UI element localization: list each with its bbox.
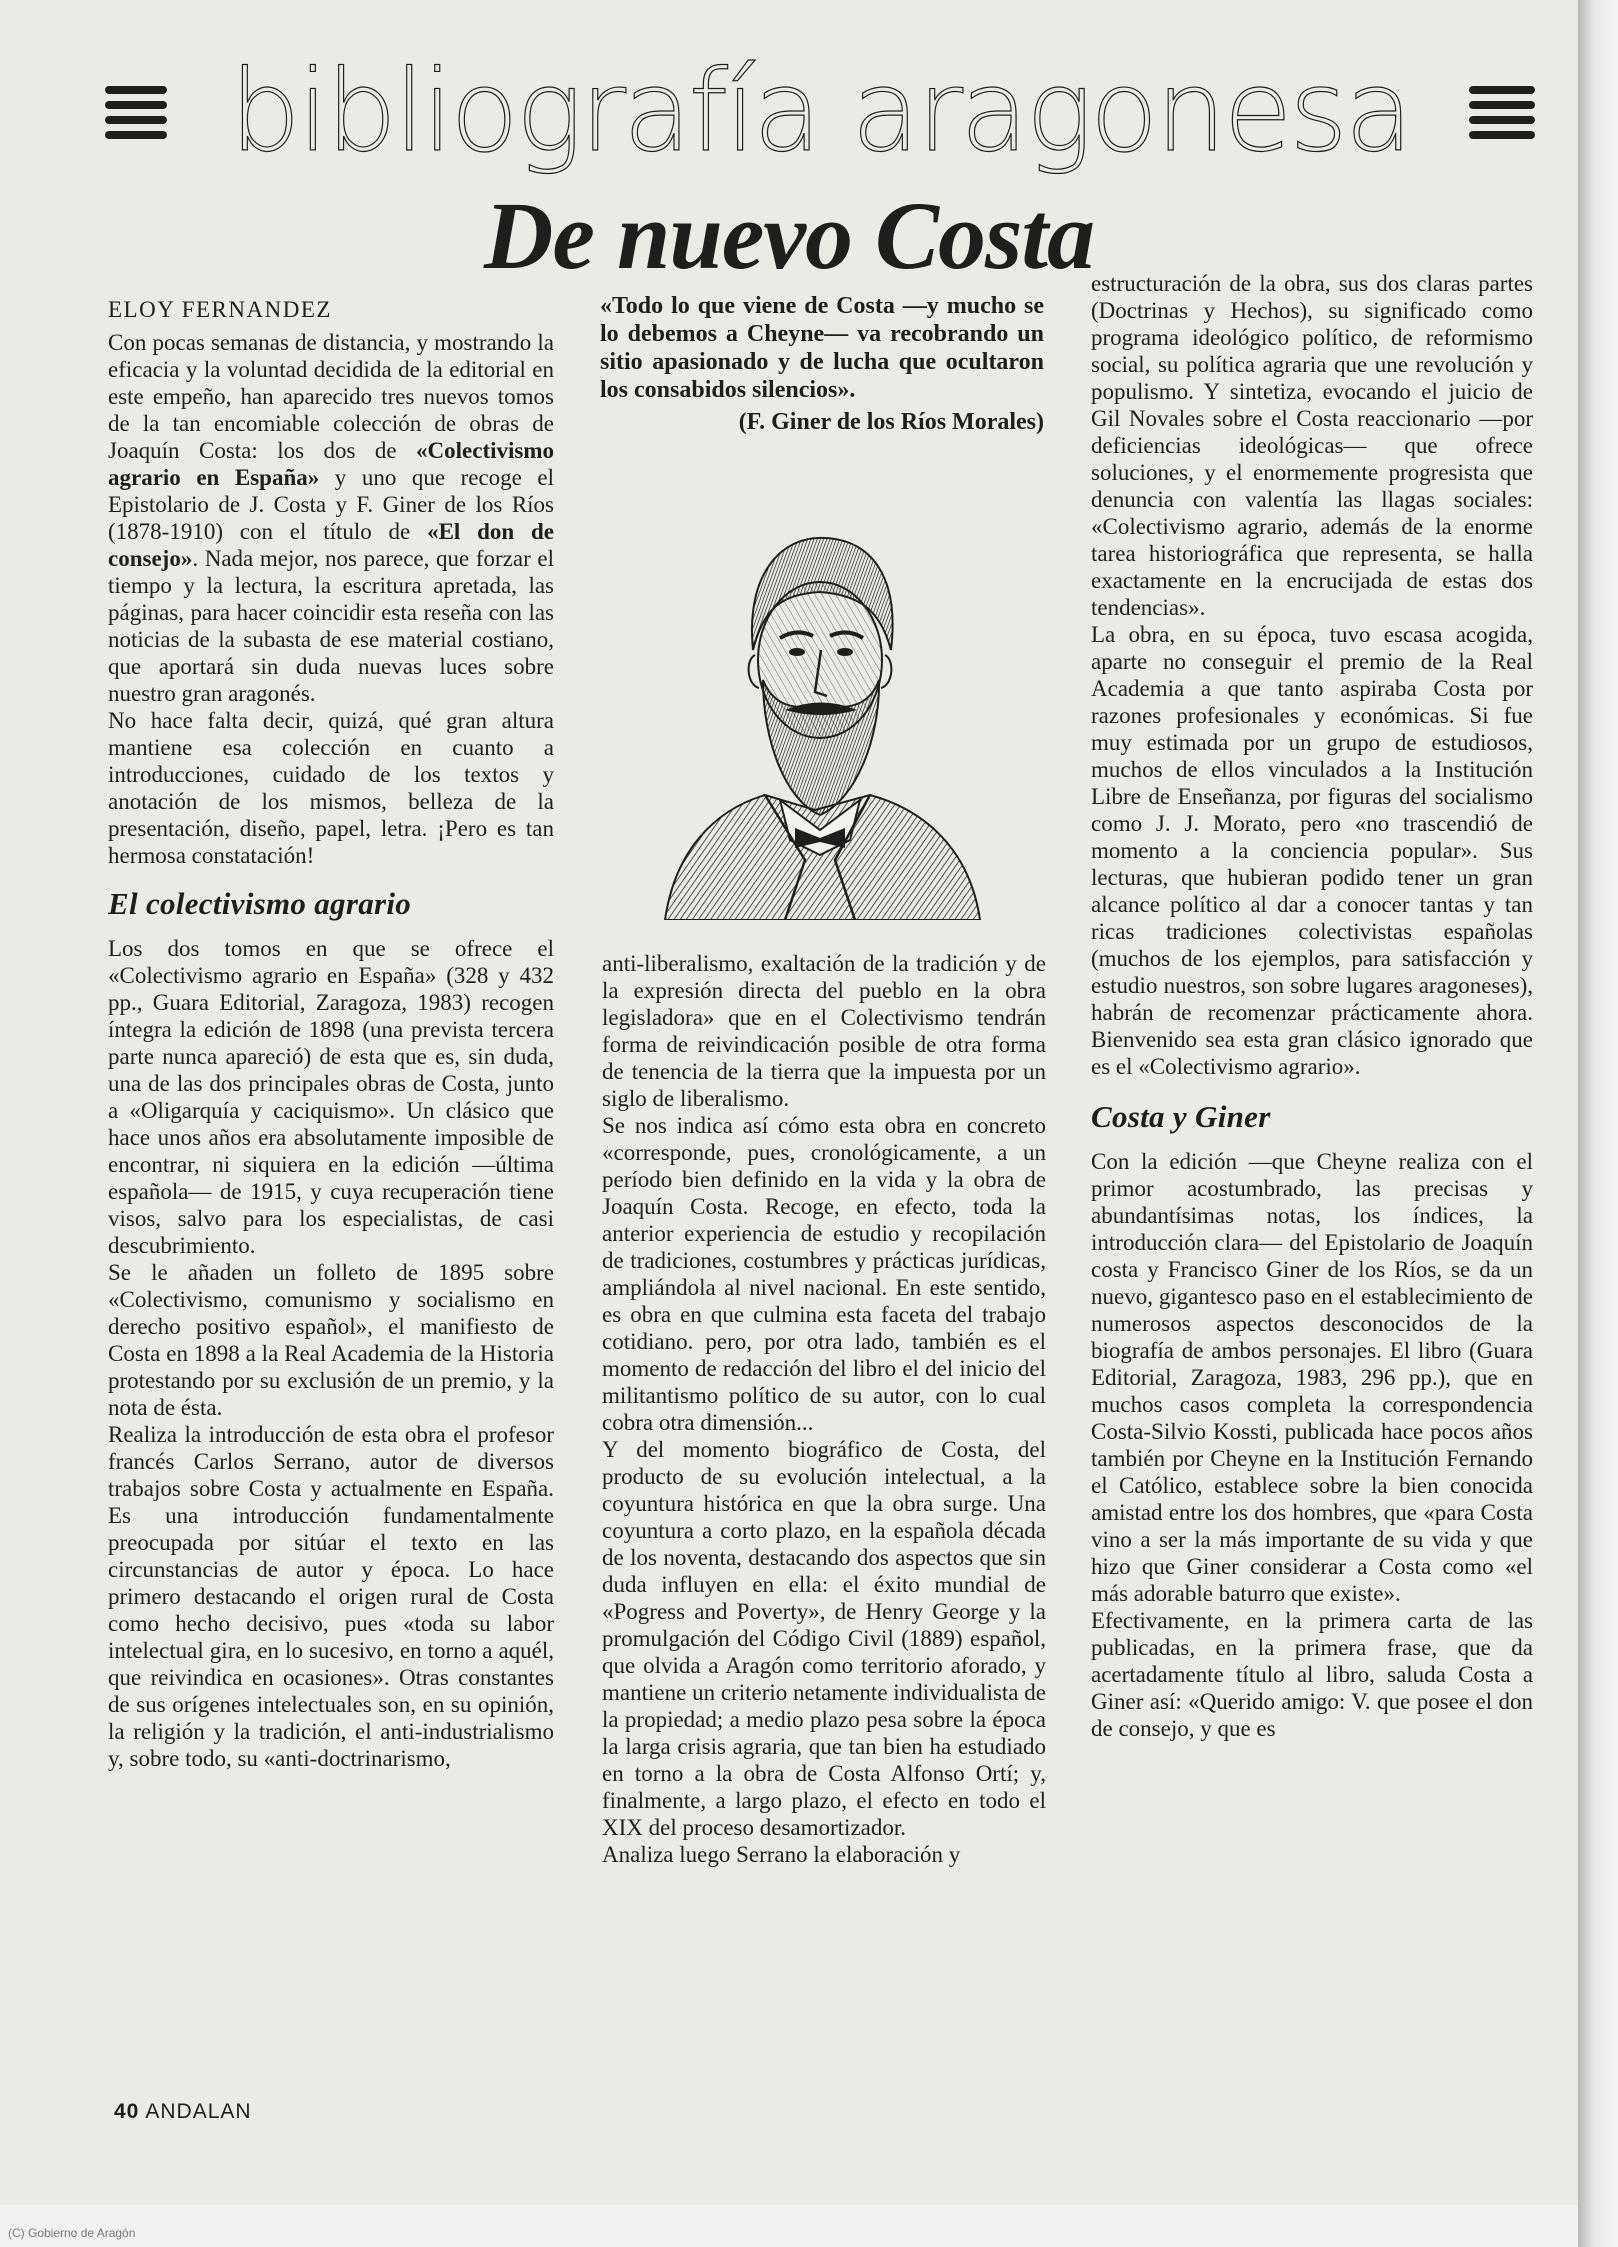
decorative-bars-icon (1469, 86, 1535, 139)
magazine-name: ANDALAN (145, 2100, 252, 2123)
scan-margin (0, 2205, 1578, 2247)
paragraph: Con la edición —que Cheyne realiza con el primor acostumbrado, las precisas y abundantísimas notas, los índices, la introducción clara— del Epistolario de Joaquín costa y Francisco Giner de los Ríos, se da un nuevo, gigantesco paso en el establecimiento de numerosos aspectos desconocidos de la biografía de ambos personajes. El libro (Guara Editorial, Zaragoza, 1983, 296 pp.), que en muchos casos completa la correspondencia Costa-Silvio Kossti, publicada hace pocos años también por Cheyne en la Institución Fernando el Católico, establece sobre la bien conocida amistad entre los dos hombres, que «para Costa vino a ser la más importante de su vida y que hizo que Giner considerar a Costa como «el más adorable baturro que existe». (1091, 1149, 1533, 1606)
paragraph: Se nos indica así cómo esta obra en concreto «corresponde, pues, cronológicamente, a un período bien definido en la vida y la obra de Joaquín Costa. Recoge, en efecto, toda la anterior experiencia de estudio y recopilación de tradiciones, costumbres y prácticas jurídicas, ampliándola al nivel nacional. En este sentido, es obra en que culmina esta faceta del trabajo cotidiano. pero, por otra lado, también es el momento de redacción del libro el del inicio del militantismo político de su autor, con lo cual cobra otra dimensión... (602, 1113, 1046, 1435)
scan-credit: (C) Gobierno de Aragón (8, 2226, 136, 2240)
column-2 (602, 950, 1046, 1868)
quote-text: «Todo lo que viene de Costa —y mucho se lo debemos a Cheyne— va recobrando un sitio apasionado y de lucha que ocultaron los consabidos silencios». (600, 293, 1044, 403)
portrait-illustration (655, 510, 985, 920)
paragraph: Los dos tomos en que se ofrece el «Colectivismo agrario en España» (328 y 432 pp., Guara Editorial, Zaragoza, 1983) recogen íntegra la edición de 1898 (una prevista tercera parte nunca apareció) de esta que es, sin duda, una de las dos principales obras de Costa, junto a «Oligarquía y caciquismo». Un clásico que hace unos años era absolutamente imposible de encontrar, ni siquiera en la edición —última española— de 1915, y cuya recuperación tiene visos, salvo para los especialistas, de casi descubrimiento. (108, 936, 554, 1258)
article-title: De nuevo Costa (484, 182, 1094, 289)
section-header (105, 47, 1535, 177)
paragraph: anti-liberalismo, exaltación de la tradición y de la expresión directa del pueblo en la obra legisladora» que en el Colectivismo tendrán forma de reivindicación posible de otra forma de tenencia de la tierra que la impuesta por un siglo de liberalismo. (602, 951, 1046, 1111)
paragraph: Analiza luego Serrano la elaboración y (602, 1842, 961, 1867)
paragraph: Se le añaden un folleto de 1895 sobre «Colectivismo, comunismo y socialismo en derecho positivo español», el manifiesto de Costa en 1898 a la Real Academia de la Historia protestando por su exclusión de un premio, y la nota de ésta. (108, 1260, 554, 1420)
pull-quote (600, 292, 1044, 436)
paragraph: estructuración de la obra, sus dos claras partes (Doctrinas y Hechos), su significado como programa ideológico político, de reformismo social, su política agraria que une revolución y populismo. Y sintetiza, evocando el juicio de Gil Novales sobre el Costa reaccionario —por deficiencias ideológicas— que ofrece soluciones, y el enormemente progresista que denuncia con valentía las llagas sociales: «Colectivismo agrario, además de la enorme tarea historiográfica que representa, se halla exactamente en la encrucijada de estas dos tendencias». (1091, 271, 1533, 620)
paragraph: Y del momento biográfico de Costa, del producto de su evolución intelectual, a la coyuntura histórica en que la obra surge. Una coyuntura a corto plazo, en la española década de los noventa, destacando dos aspectos que sin duda influyen en ella: el éxito mundial de «Pogress and Poverty», de Henry George y la promulgación del Código Civil (1889) español, que olvida a Aragón como territorio aforado, y mantiene un criterio netamente individualista de la propiedad; a medio plazo pesa sobre la época la larga crisis agraria, que tan bien ha estudiado en torno a la obra de Costa Alfonso Ortí; y, finalmente, a largo plazo, el efecto en todo el XIX del proceso desamortizador. (602, 1437, 1046, 1840)
paragraph: Realiza la introducción de esta obra el profesor francés Carlos Serrano, autor de diversos trabajos sobre Costa y actualmente en España. Es una introducción fundamentalmente preocupada por sitúar el texto en las circunstancias de autor y época. Lo hace primero destacando el origen rural de Costa como hecho decisivo, pues «toda su labor intelectual gira, en lo sucesivo, en torno a aquél, que reivindica en ocasiones». Otras constantes de sus orígenes intelectuales son, en su opinión, la religión y la tradición, el anti-industrialismo y, sobre todo, su «anti-doctrinarismo, (108, 1422, 554, 1771)
decorative-bars-icon (105, 86, 171, 139)
byline: ELOY FERNANDEZ (108, 297, 332, 322)
paragraph: Con pocas semanas de distancia, y mostrando la eficacia y la voluntad decidida de la editorial en este empeño, han aparecido tres nuevos tomos de la tan encomiable colección de obras de Joaquín Costa: los dos de «Colectivismo agrario en España» y uno que recoge el Epistolario de J. Costa y F. Giner de los Ríos (1878-1910) con el título de «El don de consejo». Nada mejor, nos parece, que forzar el tiempo y la lectura, la escritura apretada, las páginas, para hacer coincidir esta reseña con las noticias de la subasta de ese material costiano, que aportará sin duda nuevas luces sobre nuestro gran aragonés. (108, 330, 554, 706)
subheading: El colectivismo agrario (108, 886, 412, 921)
page-edge (1578, 0, 1618, 2247)
page-footer (114, 2100, 252, 2124)
paragraph: La obra, en su época, tuvo escasa acogida, aparte no conseguir el premio de la Real Academia a que tanto aspiraba Costa por razones profesionales y económicas. Si fue muy estimada por un grupo de estudiosos, muchos de ellos vinculados a la Institución Libre de Enseñanza, por figuras del socialismo como J. J. Morato, pero «no trascendió de momento a la conciencia popular». Sus lecturas, que hubieran podido tener un gran alcance político al dar a conocer tantas y tan ricas tradiciones colectivistas españolas (muchos de los ejemplos, para satisfacción y estudio nuestros, son sobre lugares aragoneses), habrán de recomenzar prácticamente ahora. Bienvenido sea esta gran clásico ignorado que es el «Colectivismo agrario». (1091, 622, 1533, 1079)
paragraph: Efectivamente, en la primera carta de las publicadas, en la primera frase, que da acertadamente título al libro, saluda Costa a Giner así: «Querido amigo: V. que posee el don de consejo, y que es (1091, 1608, 1533, 1741)
section-title: bibliografía aragonesa (229, 47, 1411, 177)
paragraph: No hace falta decir, quizá, qué gran altura mantiene esa colección en cuanto a introducciones, cuidado de los textos y anotación de los mismos, belleza de la presentación, diseño, papel, letra. ¡Pero es tan hermosa constatación! (108, 708, 554, 868)
column-3 (1091, 270, 1533, 1742)
page-number: 40 (114, 2100, 140, 2123)
column-1 (108, 296, 554, 1772)
quote-attribution: (F. Giner de los Ríos Morales) (738, 409, 1044, 435)
subheading: Costa y Giner (1091, 1099, 1271, 1134)
